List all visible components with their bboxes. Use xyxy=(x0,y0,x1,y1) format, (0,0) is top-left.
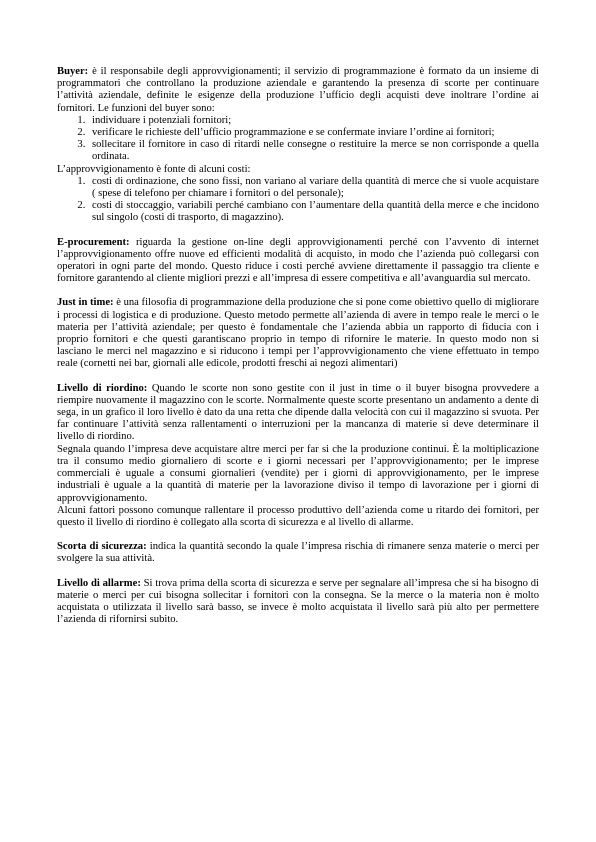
buyer-term: Buyer: xyxy=(57,66,89,77)
jit-text: è una filosofia di programmazione della produzione che si pone come obiettivo quello di migliorare i processi di logistica e di produzione. Questo metodo permette all’azienda di avere in tempo reale le merci o le materia per l’attività aziendale; per questo è fondamentale che l’azienda abbia un rapporto di fiducia con i proprio fornitori e che questi garantiscano proprio in tempo di rifornire le materie. In questo modo non si lasciano le merci nel magazzino e si riducono i tempi per l’approvvigionamento che viene effettuato in tempo reale (cornetti nei bar, giornali alle edicole, prodotti freschi ai negozi alimentari) xyxy=(57,297,539,370)
riordino-text-1: Quando le scorte non sono gestite con il just in time o il buyer bisogna provvedere a riempire nuovamente il magazzino con le scorte. Normalmente queste scorte presentano un andamento a dente di sega, in un grafico il loro livello è dato da una retta che dipende dalla velocità con cui il magazzino si svuota. Per far continuare l’attività senza rallentamenti o interruzioni per la mancanza di materie si deve determinare il livello di riordino. xyxy=(57,382,539,443)
riordino-paragraph-2: Segnala quando l’impresa deve acquistare altre merci per far si che la produzione continui. È la moltiplicazione tra il consumo medio giornaliero di scorte e i giorni necessari per l’approvvigionamento; per le imprese commerciali è uguale a consumi giornalieri (vendite) per i giorni di approvvigionamento, per le imprese industriali è uguale a la quantità di materie per la lavorazione diviso il tempo di lavorazione per i giorni di approvvigionamento. xyxy=(57,443,539,504)
list-item: 1. costi di ordinazione, che sono fissi, non variano al variare della quantità di merce che si vuole acquistare ( spese di telefono per chiamare i fornitori o del personale); xyxy=(88,176,539,200)
costs-list xyxy=(57,176,539,225)
buyer-intro: è il responsabile degli approvvigionamenti; il servizio di programmazione è formato da un insieme di programmatori che controllano la produzione aziendale e garantendo la presenza di scorte per continuare l’attività aziendale, definite le esigenze della produzione l’ufficio degli acquisti deve inoltrare l’ordine ai fornitori. Le funzioni del buyer sono: xyxy=(57,66,539,114)
sicurezza-text: indica la quantità secondo la quale l’impresa rischia di rimanere senza materie o merci per svolgere la sua attività. xyxy=(57,541,539,565)
riordino-paragraph-3: Alcuni fattori possono comunque rallentare il processo produttivo dell’azienda come u ritardo dei fornitori, per questo il livello di riordino è collegato alla scorta di sicurezza e al livello di allarme. xyxy=(57,504,539,528)
eprocurement-term: E-procurement: xyxy=(57,236,130,248)
list-item: 1. individuare i potenziali fornitori; xyxy=(88,115,539,127)
buyer-paragraph xyxy=(57,66,539,115)
list-item: 3. sollecitare il fornitore in caso di ritardi nelle consegne o restituire la merce se non corrisponde a quella ordinata. xyxy=(88,139,539,163)
document-page xyxy=(57,66,539,626)
list-item: 2. costi di stoccaggio, variabili perché cambiano con l’aumentare della quantità della merce e che incidono sul singolo (costi di trasporto, di magazzino). xyxy=(88,200,539,224)
costs-intro: L’approvvigionamento è fonte di alcuni costi: xyxy=(57,163,251,175)
allarme-paragraph xyxy=(57,578,539,627)
sicurezza-term: Scorta di sicurezza: xyxy=(57,541,147,553)
buyer-functions-list xyxy=(57,115,539,164)
eprocurement-paragraph xyxy=(57,237,539,286)
jit-paragraph xyxy=(57,297,539,370)
riordino-term: Livello di riordino: xyxy=(57,382,148,394)
riordino-paragraph xyxy=(57,383,539,444)
sicurezza-paragraph xyxy=(57,541,539,565)
list-item: 2. verificare le richieste dell’ufficio programmazione e se confermate inviare l’ordine ai fornitori; xyxy=(88,127,539,139)
jit-term: Just in time: xyxy=(57,297,114,309)
allarme-text: Si trova prima della scorta di sicurezza e serve per segnalare all’impresa che si ha bisogno di materie o merci per cui bisogna sollecitar i fornitori con la consegna. Se la merce o la materia non è molto acquistata o utilizzata il livello sarà basso, se invece è molto acquistata il livello sarà più alto per permettere l’azienda di rifornirsi subito. xyxy=(57,577,539,626)
eprocurement-text: riguarda la gestione on-line degli approvvigionamenti perché con l’avvento di internet l’approvvigionamento offre nuove ed efficienti modalità di acquisto, in modo che l’azienda può collegarsi con operatori in ogni parte del mondo. Questo riduce i costi perché avviene direttamente il passaggio tra cliente e fornitore garantendo al cliente migliori prezzi e all’impresa di essere competitiva e all’avanguardia sul mercato. xyxy=(57,236,539,285)
allarme-term: Livello di allarme: xyxy=(57,577,141,589)
